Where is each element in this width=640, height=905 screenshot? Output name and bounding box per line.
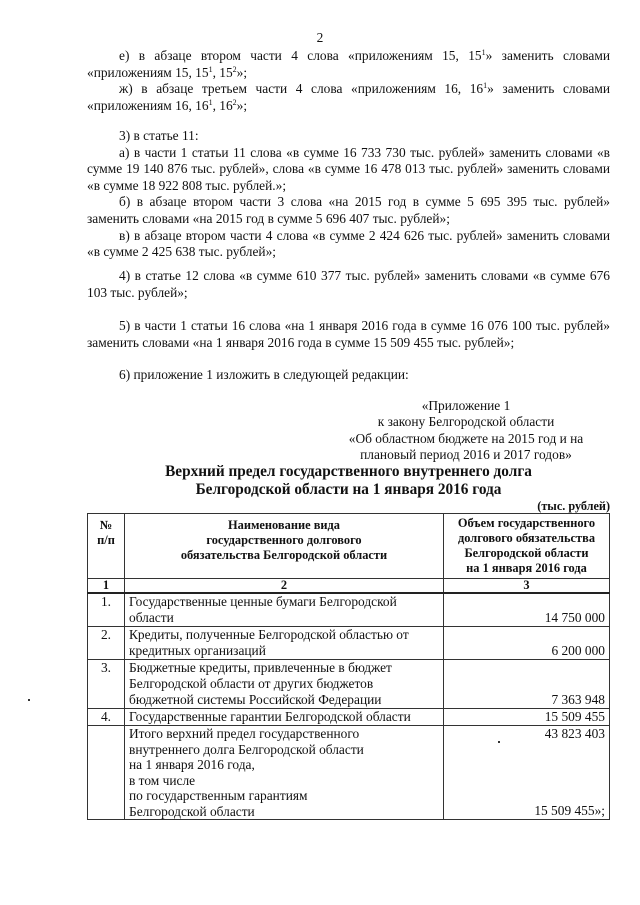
total-number bbox=[88, 726, 125, 820]
debt-table bbox=[87, 513, 610, 820]
row-name-line: кредитных организаций bbox=[129, 643, 266, 658]
table-title-line: Верхний предел государственного внутреннего долга bbox=[165, 463, 532, 480]
header-text: Объем государственного bbox=[457, 516, 596, 530]
superscript: 2 bbox=[232, 97, 237, 107]
header-text: государственного долгового bbox=[206, 533, 362, 547]
header-text: п/п bbox=[97, 533, 115, 547]
total-values bbox=[444, 726, 610, 820]
superscript: 2 bbox=[232, 64, 237, 74]
table-title bbox=[87, 463, 610, 499]
header-number bbox=[88, 514, 125, 579]
row-value: 7 363 948 bbox=[444, 660, 610, 709]
table-header-row bbox=[88, 514, 610, 579]
units-label: (тыс. рублей) bbox=[537, 499, 610, 513]
article-12-section bbox=[87, 268, 610, 301]
table-row bbox=[88, 627, 610, 660]
row-name-line: Государственные гарантии Белгородской области bbox=[129, 709, 411, 724]
table-title-line: Белгородской области на 1 января 2016 года bbox=[195, 481, 502, 498]
row-name-line: Бюджетные кредиты, привлеченные в бюджет bbox=[129, 660, 392, 675]
amendment-zh-text: » заменить словами «приложениям 16, 16 bbox=[87, 81, 610, 113]
row-number: 3. bbox=[88, 660, 125, 709]
superscript: 1 bbox=[481, 48, 486, 57]
row-number: 4. bbox=[88, 709, 125, 726]
total-name-line: внутреннего долга Белгородской области bbox=[129, 741, 364, 757]
row-name bbox=[125, 593, 444, 627]
article-11-section bbox=[87, 128, 610, 261]
appendix-intro: 6) приложение 1 изложить в следующей редакции: bbox=[119, 367, 409, 382]
total-name-line: по государственным гарантиям bbox=[129, 788, 308, 803]
header-volume bbox=[444, 514, 610, 579]
header-name bbox=[125, 514, 444, 579]
appendix-header bbox=[330, 398, 602, 464]
row-name-line: Кредиты, полученные Белгородской областью от bbox=[129, 627, 409, 642]
amendment-zh-text: ж) в абзаце третьем части 4 слова «приложениям 16, 16 bbox=[119, 81, 484, 97]
header-text: № bbox=[99, 518, 113, 532]
row-number: 2. bbox=[88, 627, 125, 660]
row-number: 1. bbox=[88, 593, 125, 627]
scan-speck bbox=[498, 741, 500, 743]
header-text: на 1 января 2016 года bbox=[466, 561, 587, 575]
superscript: 1 bbox=[208, 97, 213, 107]
total-values-stack bbox=[448, 726, 605, 819]
header-text: долгового обязательства bbox=[457, 531, 596, 545]
table-row bbox=[88, 593, 610, 627]
appendix-intro-section bbox=[87, 367, 610, 384]
column-number: 3 bbox=[444, 579, 610, 594]
article-16-section bbox=[87, 318, 610, 351]
header-text: обязательства Белгородской области bbox=[180, 548, 388, 562]
appendix-header-line: плановый период 2016 и 2017 годов» bbox=[360, 447, 572, 463]
article-11-v: в) в абзаце втором части 4 слова «в сумме 2 424 626 тыс. рублей» заменить словами «в сумме 2 425 638 тыс. рублей»; bbox=[87, 227, 610, 260]
row-name bbox=[125, 627, 444, 660]
header-text: Белгородской области bbox=[464, 546, 589, 560]
amendment-zh-text: »; bbox=[236, 97, 248, 113]
total-guarantees-value: 15 509 455»; bbox=[534, 803, 605, 818]
row-name-line: области bbox=[129, 610, 174, 625]
row-name-line: Белгородской области от других бюджетов bbox=[129, 676, 374, 691]
amendment-zh-text: , 16 bbox=[212, 97, 233, 113]
appendix-header-line: «Об областном бюджете на 2015 год и на bbox=[348, 430, 584, 446]
row-name bbox=[125, 660, 444, 709]
amendment-e-text: »; bbox=[236, 64, 248, 80]
total-value: 43 823 403 bbox=[544, 726, 605, 741]
scan-speck bbox=[28, 699, 30, 701]
appendix-header-line: «Приложение 1 bbox=[421, 398, 511, 413]
row-name bbox=[125, 709, 444, 726]
table-row bbox=[88, 660, 610, 709]
amendment-e-text: » заменить словами «приложениям 15, 15 bbox=[87, 48, 611, 80]
row-value: 14 750 000 bbox=[444, 593, 610, 627]
amendment-zh bbox=[87, 81, 610, 114]
amendment-e-text: , 15 bbox=[212, 64, 233, 80]
appendix-header-line: к закону Белгородской области bbox=[377, 414, 555, 430]
row-value: 6 200 000 bbox=[444, 627, 610, 660]
header-text: Наименование вида bbox=[228, 518, 340, 532]
page-number: 2 bbox=[316, 30, 324, 45]
total-name-line: Белгородской области bbox=[129, 803, 255, 819]
total-name bbox=[125, 726, 444, 820]
total-name-line: на 1 января 2016 года, bbox=[129, 757, 255, 772]
table-row bbox=[88, 709, 610, 726]
table-total-row bbox=[88, 726, 610, 820]
row-name-line: Государственные ценные бумаги Белгородской bbox=[129, 594, 397, 609]
row-value: 15 509 455 bbox=[444, 709, 610, 726]
superscript: 1 bbox=[483, 81, 488, 91]
column-number: 1 bbox=[88, 579, 125, 594]
amendment-e bbox=[87, 48, 610, 81]
amendment-e-text: е) в абзаце втором части 4 слова «приложениям 15, 15 bbox=[119, 48, 482, 63]
article-11-heading: 3) в статье 11: bbox=[119, 128, 199, 143]
article-11-a: а) в части 1 статьи 11 слова «в сумме 16 733 730 тыс. рублей» заменить словами «в сумме 19 140 876 тыс. рублей», слова «в сумме 16 478 013 тыс. рублей» заменить словами «в сумме 18 922 808 тыс. рублей.»; bbox=[87, 144, 610, 193]
superscript: 1 bbox=[208, 64, 213, 74]
column-number: 2 bbox=[125, 579, 444, 594]
article-11-b: б) в абзаце втором части 3 слова «на 2015 год в сумме 5 695 395 тыс. рублей» заменить словами «на 2015 год в сумме 5 696 407 тыс. рублей»; bbox=[87, 194, 610, 226]
total-name-line: в том числе bbox=[129, 772, 196, 788]
total-name-line: Итого верхний предел государственного bbox=[129, 726, 360, 741]
article-16: 5) в части 1 статьи 16 слова «на 1 января 2016 года в сумме 16 076 100 тыс. рублей» заменить словами «на 1 января 2016 года в сумме 15 509 455 тыс. рублей»; bbox=[87, 318, 610, 350]
article-12: 4) в статье 12 слова «в сумме 610 377 тыс. рублей» заменить словами «в сумме 676 103 тыс. рублей»; bbox=[87, 268, 610, 300]
column-number-row bbox=[88, 579, 610, 594]
amendments-section-1 bbox=[87, 48, 610, 114]
row-name-line: бюджетной системы Российской Федерации bbox=[129, 692, 382, 707]
